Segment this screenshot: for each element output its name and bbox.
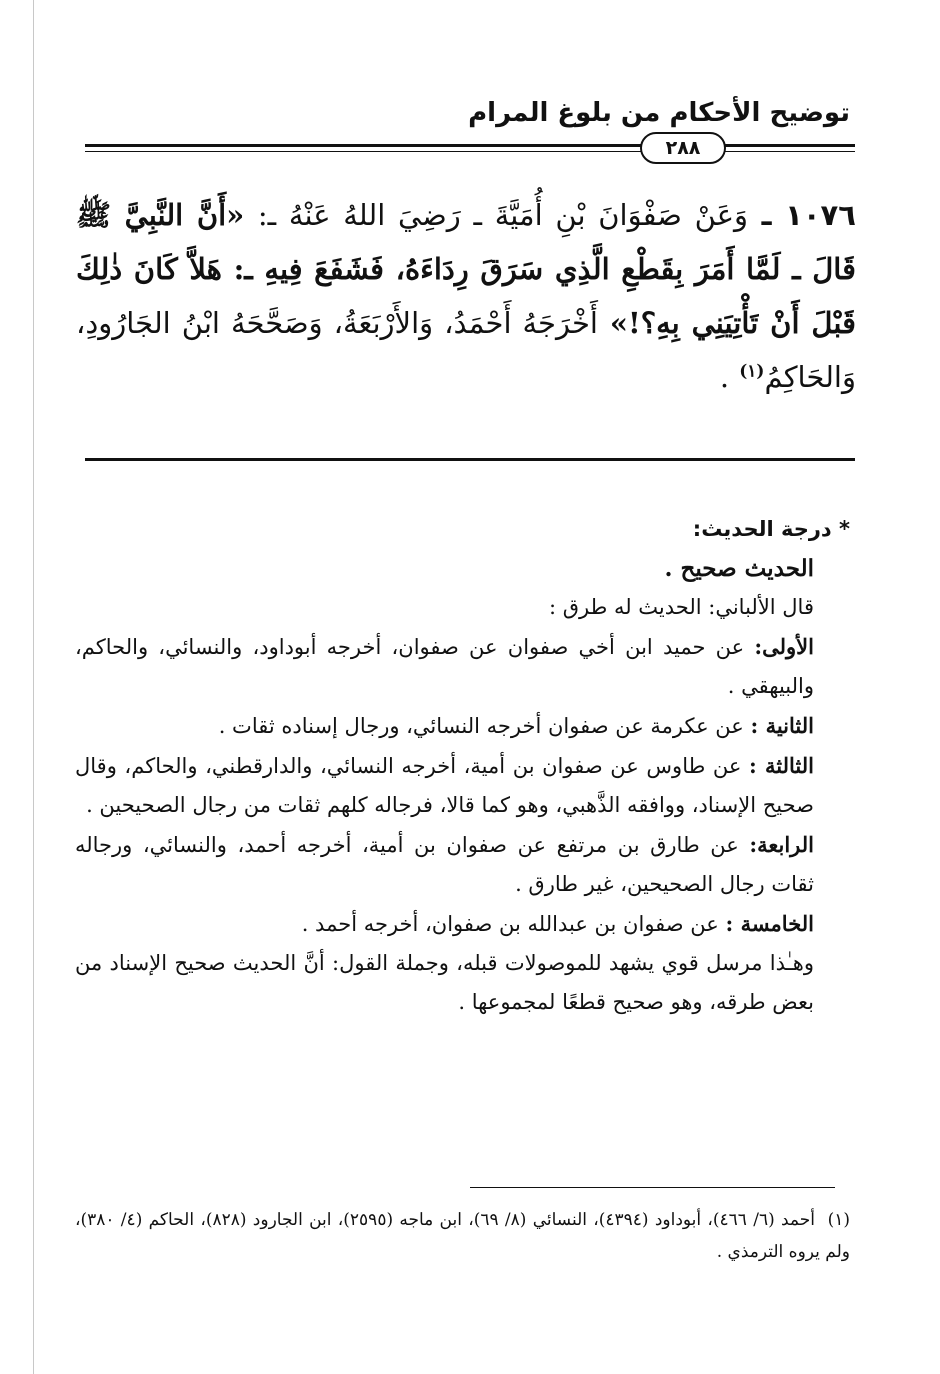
hadith-grade: الحديث صحيح . [664, 555, 814, 582]
route-paragraph [75, 825, 850, 904]
route-text: عن طاوس عن صفوان بن أمية، أخرجه النسائي، والدارقطني، والحاكم، وقال صحيح الإسناد، ووافقه الذَّهبي، وهو كما قالا، فرجاله كلهم ثقات من رجال الصحيحين . [75, 754, 814, 817]
route-label: الرابعة: [749, 832, 814, 857]
page-number: ٢٨٨ [640, 132, 726, 164]
hadith-text [76, 188, 856, 404]
route-label: الخامسة : [725, 911, 814, 936]
section-heading: * درجة الحديث: [692, 517, 850, 541]
route-paragraph [75, 627, 850, 706]
hadith-number: ١٠٧٦ [785, 198, 856, 232]
running-title: توضيح الأحكام من بلوغ المرام [468, 98, 850, 128]
conclusion-paragraph: وهـٰذا مرسل قوي يشهد للموصولات قبله، وجملة القول: أنَّ الحديث صحيح الإسناد من بعض طرقه، وهو صحيح قطعًا لمجموعها . [75, 951, 814, 1014]
footnote-text: أحمد (٦/ ٤٦٦)، أبوداود (٤٣٩٤)، النسائي (٨/ ٦٩)، ابن ماجه (٢٥٩٥)، ابن الجارود (٨٢٨)، الحاكم (٤/ ٣٨٠)، ولم يروه الترمذي . [75, 1210, 850, 1262]
footnote-reference: (١) [739, 361, 765, 382]
route-text: عن حميد ابن أخي صفوان عن صفوان، أخرجه أبوداود، والنسائي، والحاكم، والبيهقي . [75, 635, 814, 698]
footnote [75, 1204, 850, 1268]
route-text: عن صفوان بن عبدالله بن صفوان، أخرجه أحمد . [301, 912, 719, 936]
commentary [75, 510, 850, 1022]
hadith-takhrij: أَخْرَجَهُ أَحْمَدُ، وَالأَرْبَعَةُ، وَصَحَّحَهُ ابْنُ الجَارُودِ، وَالحَاكِمُ [76, 306, 856, 394]
hadith-dash: ـ [761, 198, 772, 232]
hadith-separator-rule [85, 458, 855, 461]
footnote-line [75, 1204, 850, 1268]
header-rule [85, 144, 855, 147]
hadith-quote: «أَنَّ النَّبِيَّ ﷺ قَالَ ـ لَمَّا أَمَرَ بِقَطْعِ الَّذِي سَرَقَ رِدَاءَهُ، فَشَفَعَ فِيهِ ـ: هَلاَّ كَانَ ذٰلِكَ قَبْلَ أَنْ تَأْتِيَنِي بِهِ؟!» [76, 198, 856, 340]
route-text: عن عكرمة عن صفوان أخرجه النسائي، ورجال إسناده ثقات . [218, 714, 744, 738]
hadith-intro: وَعَنْ صَفْوَانَ بْنِ أُمَيَّةَ ـ رَضِيَ اللهُ عَنْهُ ـ: [257, 198, 748, 232]
route-paragraph [75, 746, 850, 825]
route-label: الأولى: [754, 634, 814, 659]
footnote-rule [470, 1187, 835, 1188]
route-text: عن طارق بن مرتفع عن صفوان بن أمية، أخرجه أحمد، والنسائي، ورجاله ثقات رجال الصحيحين، غير طارق . [75, 833, 814, 896]
footnote-marker: (١) [827, 1210, 850, 1230]
hadith-end: . [719, 360, 730, 394]
route-paragraph [75, 904, 850, 944]
albani-statement: قال الألباني: الحديث له طرق : [548, 595, 814, 619]
route-paragraph [75, 706, 850, 746]
route-label: الثانية : [750, 713, 814, 738]
route-label: الثالثة : [749, 753, 814, 778]
header-rule-thin [85, 151, 855, 152]
